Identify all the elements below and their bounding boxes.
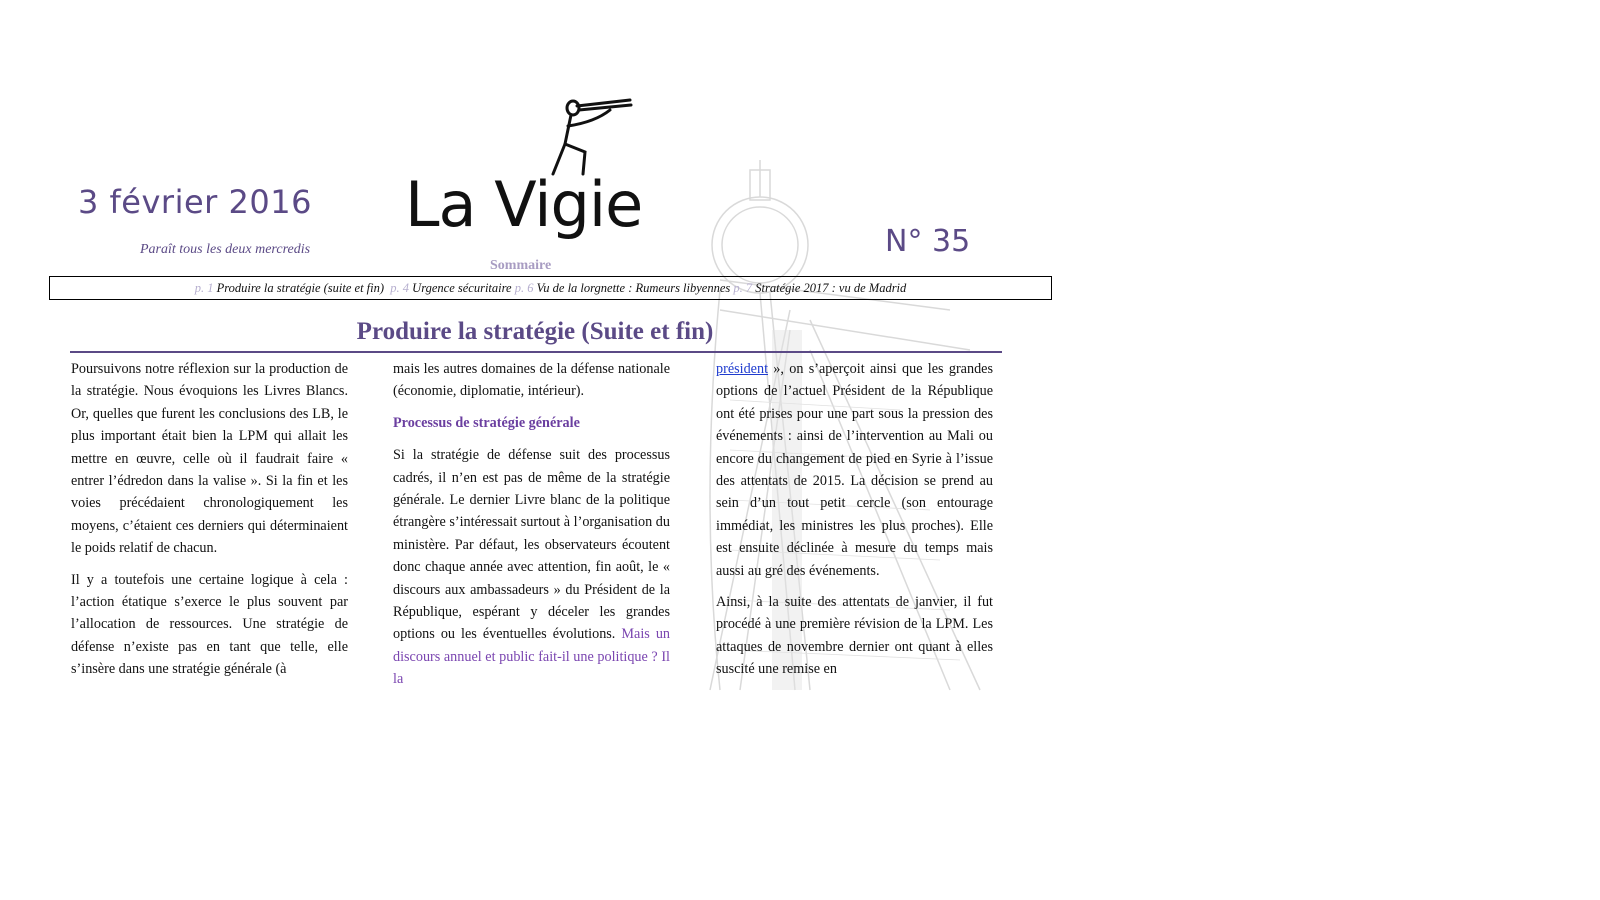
toc-page: p. 4 (390, 281, 410, 295)
paragraph: Il y a toutefois une certaine logique à cela : l’action étatique s’exerce le plus souvent par l’allocation de ressources. Une stratégie de défense n’existe pas en tant que telle, elle s’insère dans une stratégie générale (à (71, 571, 348, 678)
toc-item-strategie-2017[interactable]: Stratégie 2017 : vu de Madrid (755, 281, 907, 295)
paragraph: Ainsi, à la suite des attentats de janvier, il fut procédé à une première révision de la LPM. Les attaques de novembre dernier ont quant à elles suscité une remise en (716, 594, 993, 678)
issue-number: N° 35 (885, 224, 971, 259)
la-vigie-logo (405, 96, 665, 256)
publication-frequency: Paraît tous les deux mercredis (140, 242, 311, 257)
article-column-1 (71, 358, 348, 704)
president-link[interactable]: président (716, 361, 769, 377)
highlighted-text: Mais un discours annuel et public fait-il une politique ? Il la (393, 626, 670, 688)
paragraph-text: Si la stratégie de défense suit des processus cadrés, il n’en est pas de même de la stratégie générale. Le dernier Livre blanc de la politique étrangère s’intéressait surtout à l’organisation du ministère. Par défaut, les observateurs écoutent donc chaque année avec attention, fin août, le « discours aux ambassadeurs » du Président de la République, espérant y déceler les grandes options ou les éventuelles évolutions. (393, 447, 670, 643)
issue-date: 3 février 2016 (78, 183, 312, 221)
paragraph: mais les autres domaines de la défense nationale (économie, diplomatie, intérieur). (393, 361, 670, 400)
article-column-2 (393, 358, 670, 704)
toc-item-produire-strategie[interactable]: Produire la stratégie (suite et fin) (216, 281, 385, 295)
paragraph: Poursuivons notre réflexion sur la production de la stratégie. Nous évoquions les Livres Blancs. Or, quelles que furent les conclusions des LB, le plus important était bien la LPM qui allait les mettre en œuvre, celle où il faudrait faire « entrer l’édredon dans la valise ». Si la fin et les voies précédaient chronologiquement les moyens, c’étaient ces derniers qui déterminaient le poids relatif de chacun. (71, 361, 348, 557)
paragraph (393, 444, 670, 690)
table-of-contents (49, 276, 1052, 300)
toc-page: p. 1 (194, 281, 214, 295)
toc-item-urgence-securitaire[interactable]: Urgence sécuritaire (412, 281, 512, 295)
article-title: Produire la stratégie (Suite et fin) (356, 318, 714, 345)
section-subheading: Processus de stratégie générale (393, 414, 580, 431)
logo-text: La Vigie (405, 168, 643, 241)
article-column-3 (716, 358, 993, 704)
toc-item-rumeurs-libyennes[interactable]: Vu de la lorgnette : Rumeurs libyennes (536, 281, 731, 295)
toc-page: p. 6 (514, 281, 534, 295)
title-divider (70, 351, 1002, 353)
paragraph-text: », on s’aperçoit ainsi que les grandes options de l’actuel Président de la République ont été prises pour une part sous la pression des événements : ainsi de l’intervention au Mali ou encore du changement de pied en Syrie à l’issue des attentats de 2015. La décision se prend au sein d’un tout petit cercle (son entourage immédiat, les ministres les plus proches). Elle est ensuite déclinée à mesure du temps mais aussi au gré des événements. (716, 361, 993, 579)
paragraph (716, 358, 993, 582)
toc-page: p. 7 (733, 281, 753, 295)
sommaire-title: Sommaire (490, 258, 552, 273)
